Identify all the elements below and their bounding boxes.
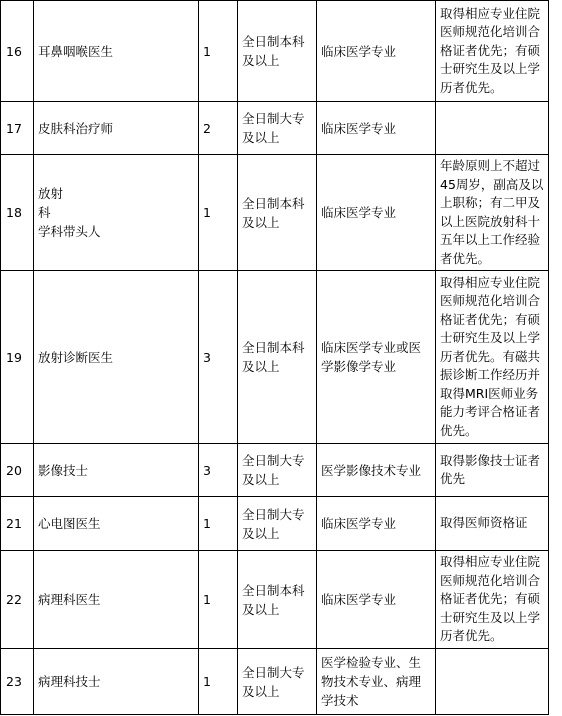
education-requirement: 全日制大专及以上 (238, 102, 317, 155)
table-row (1, 551, 549, 649)
major-requirement: 临床医学专业 (317, 551, 436, 649)
headcount: 1 (199, 1, 238, 102)
position-name: 皮肤科治疗师 (34, 102, 199, 155)
education-requirement: 全日制本科及以上 (238, 1, 317, 102)
position-name: 放射 科 学科带头人 (34, 155, 199, 271)
other-requirement (436, 649, 549, 715)
headcount: 1 (199, 497, 238, 551)
table-row (1, 155, 549, 271)
education-requirement: 全日制大专及以上 (238, 444, 317, 497)
education-requirement: 全日制大专及以上 (238, 649, 317, 715)
education-requirement: 全日制本科及以上 (238, 551, 317, 649)
major-requirement: 医学影像技术专业 (317, 444, 436, 497)
major-requirement: 临床医学专业 (317, 1, 436, 102)
row-number: 17 (1, 102, 34, 155)
other-requirement (436, 102, 549, 155)
headcount: 3 (199, 271, 238, 444)
row-number: 18 (1, 155, 34, 271)
headcount: 3 (199, 444, 238, 497)
row-number: 19 (1, 271, 34, 444)
table-row (1, 102, 549, 155)
other-requirement: 取得相应专业住院医师规范化培训合格证者优先；有硕士研究生及以上学历者优先。 (436, 551, 549, 649)
headcount: 1 (199, 551, 238, 649)
table-row (1, 497, 549, 551)
table-row (1, 444, 549, 497)
position-name: 病理科医生 (34, 551, 199, 649)
other-requirement: 年龄原则上不超过45周岁，副高及以上职称；有二甲及以上医院放射科十五年以上工作经验者优先。 (436, 155, 549, 271)
other-requirement: 取得医师资格证 (436, 497, 549, 551)
table-row (1, 271, 549, 444)
position-name: 病理科技士 (34, 649, 199, 715)
position-name: 心电图医生 (34, 497, 199, 551)
row-number: 20 (1, 444, 34, 497)
row-number: 16 (1, 1, 34, 102)
major-requirement: 临床医学专业 (317, 102, 436, 155)
education-requirement: 全日制大专及以上 (238, 497, 317, 551)
row-number: 23 (1, 649, 34, 715)
other-requirement: 取得相应专业住院医师规范化培训合格证者优先；有硕士研究生及以上学历者优先。有磁共振诊断工作经历并取得MRI医师业务能力考评合格证者优先。 (436, 271, 549, 444)
headcount: 1 (199, 155, 238, 271)
other-requirement: 取得影像技士证者优先 (436, 444, 549, 497)
major-requirement: 临床医学专业 (317, 155, 436, 271)
major-requirement: 临床医学专业 (317, 497, 436, 551)
education-requirement: 全日制本科及以上 (238, 271, 317, 444)
position-name: 耳鼻咽喉医生 (34, 1, 199, 102)
table-row (1, 1, 549, 102)
table-row (1, 649, 549, 715)
position-name: 放射诊断医生 (34, 271, 199, 444)
other-requirement: 取得相应专业住院医师规范化培训合格证者优先；有硕士研究生及以上学历者优先。 (436, 1, 549, 102)
major-requirement: 临床医学专业或医学影像学专业 (317, 271, 436, 444)
row-number: 22 (1, 551, 34, 649)
row-number: 21 (1, 497, 34, 551)
position-name: 影像技士 (34, 444, 199, 497)
headcount: 2 (199, 102, 238, 155)
major-requirement: 医学检验专业、生物技术专业、病理学技术 (317, 649, 436, 715)
headcount: 1 (199, 649, 238, 715)
education-requirement: 全日制本科及以上 (238, 155, 317, 271)
